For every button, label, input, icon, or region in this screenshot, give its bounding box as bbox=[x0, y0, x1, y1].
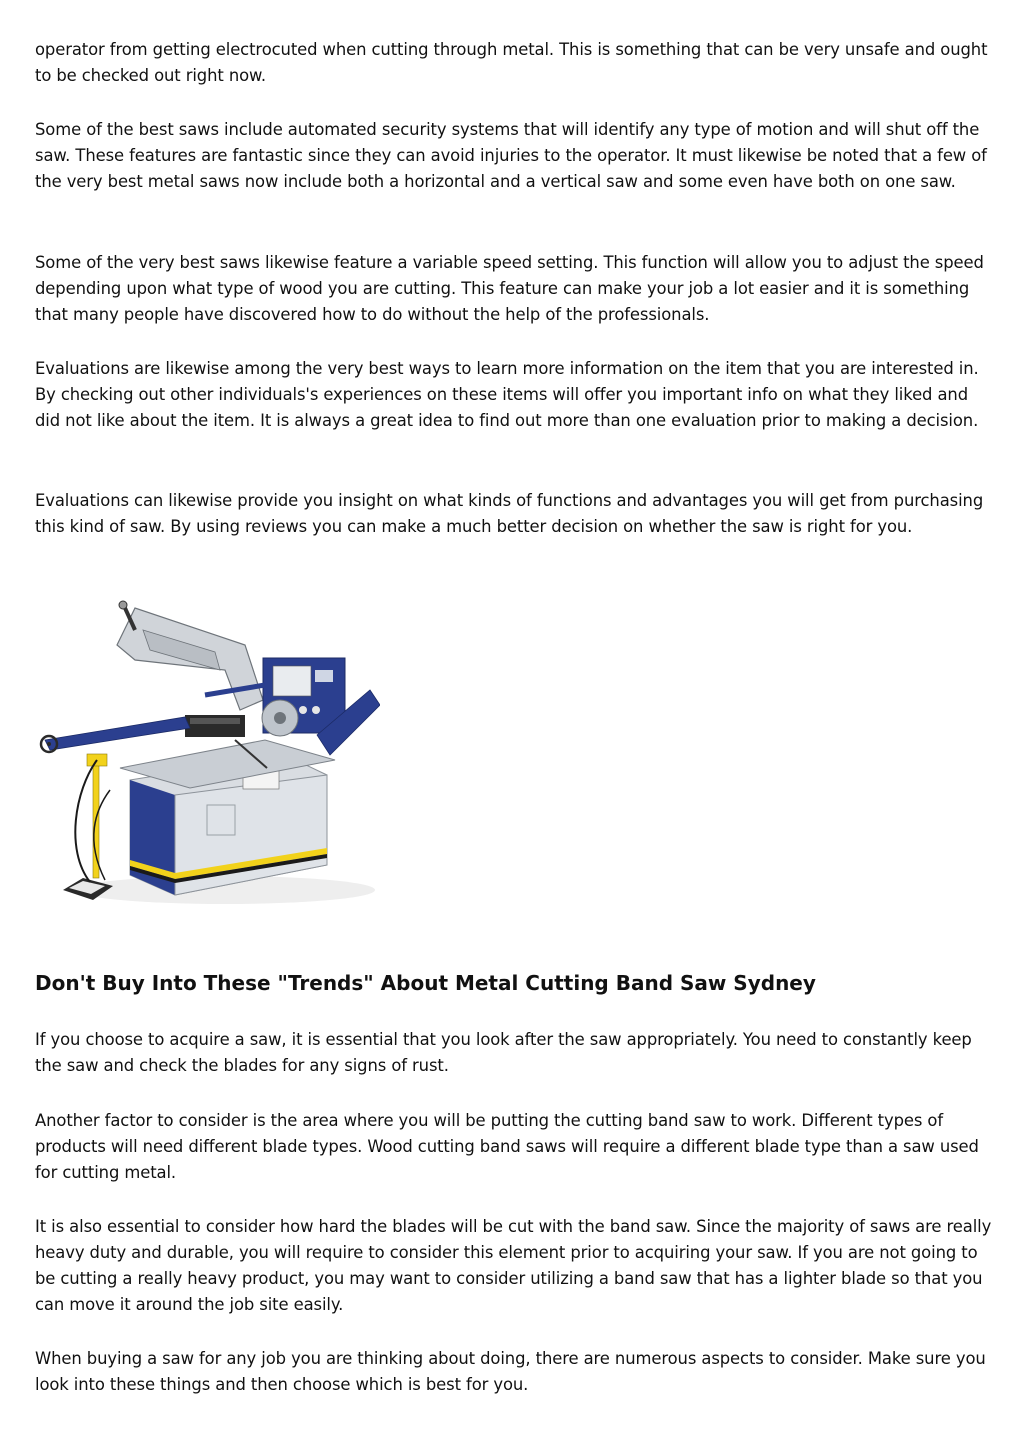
paragraph: Evaluations are likewise among the very best ways to learn more information on the item that you are interested in. By checking out other individuals's experiences on these items will offer you important info on what they liked and did not like about the item. It is always a great idea to find out more than one evaluation prior to making a decision. bbox=[35, 359, 979, 430]
paragraph: Another factor to consider is the area where you will be putting the cutting band saw to work. Different types of products will need different blade types. Wood cutting band saws will require a different blade type than a saw used for cutting metal. bbox=[35, 1111, 979, 1182]
paragraph: Evaluations can likewise provide you insight on what kinds of functions and advantages you will get from purchasing this kind of saw. By using reviews you can make a much better decision on whether the saw is right for you. bbox=[35, 491, 984, 536]
paragraph: Some of the best saws include automated security systems that will identify any type of motion and will shut off the saw. These features are fantastic since they can avoid injuries to the operator. It must likewise be noted that a few of the very best metal saws now include both a horizontal and a vertical saw and some even have both on one saw. bbox=[35, 120, 987, 191]
section-heading: Don't Buy Into These "Trends" About Metal Cutting Band Saw Sydney bbox=[35, 971, 816, 995]
paragraph: It is also essential to consider how hard the blades will be cut with the band saw. Since the majority of saws are really heavy duty and durable, you will require to consider this element prior to acquiring your saw. If you are not going to be cutting a really heavy product, you may want to consider utilizing a band saw that has a lighter blade so that you can move it around the job site easily. bbox=[35, 1217, 992, 1314]
paragraph: operator from getting electrocuted when cutting through metal. This is something that can be very unsafe and ought to be checked out right now. bbox=[35, 40, 988, 85]
paragraph: When buying a saw for any job you are thinking about doing, there are numerous aspects to consider. Make sure you look into these things and then choose which is best for you. bbox=[35, 1349, 986, 1394]
paragraph: Some of the very best saws likewise feature a variable speed setting. This function will allow you to adjust the speed depending upon what type of wood you are cutting. This feature can make your job a lot easier and it is something that many people have discovered how to do without the help of the professionals. bbox=[35, 253, 984, 324]
band-saw-image bbox=[35, 590, 380, 935]
paragraph: If you choose to acquire a saw, it is essential that you look after the saw appropriately. You need to constantly keep the saw and check the blades for any signs of rust. bbox=[35, 1030, 972, 1075]
